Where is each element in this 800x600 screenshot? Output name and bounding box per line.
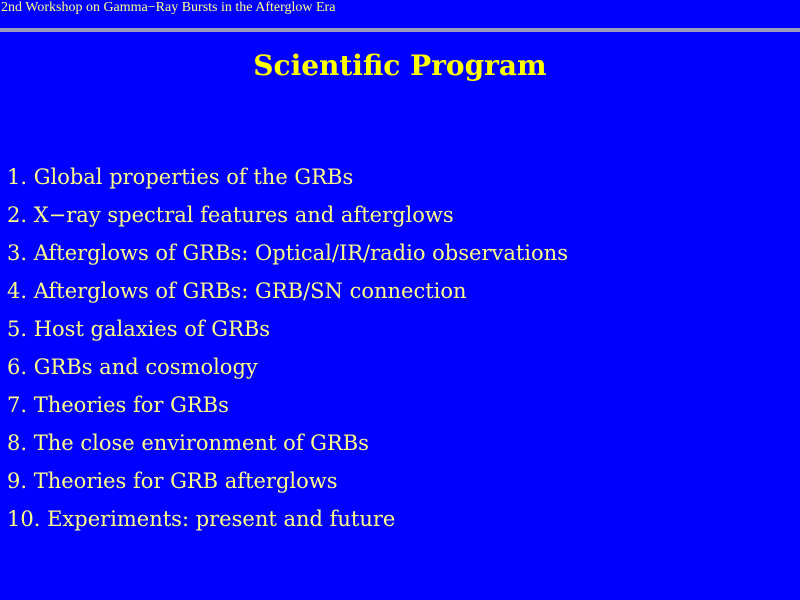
program-item-5: 5. Host galaxies of GRBs — [7, 317, 271, 341]
program-item-8: 8. The close environment of GRBs — [7, 431, 369, 455]
header-divider — [0, 28, 800, 32]
program-item-7: 7. Theories for GRBs — [7, 393, 229, 417]
program-item-9: 9. Theories for GRB afterglows — [7, 469, 338, 493]
program-item-1: 1. Global properties of the GRBs — [7, 165, 354, 189]
workshop-header: 2nd Workshop on Gamma−Ray Bursts in the Afterglow Era — [1, 0, 336, 15]
program-item-2: 2. X−ray spectral features and afterglows — [7, 203, 454, 227]
program-item-4: 4. Afterglows of GRBs: GRB/SN connection — [7, 279, 467, 303]
program-item-3: 3. Afterglows of GRBs: Optical/IR/radio observations — [7, 241, 568, 265]
slide-title: Scientific Program — [253, 49, 547, 82]
program-item-10: 10. Experiments: present and future — [7, 507, 396, 531]
program-item-6: 6. GRBs and cosmology — [7, 355, 258, 379]
program-list — [7, 158, 568, 538]
